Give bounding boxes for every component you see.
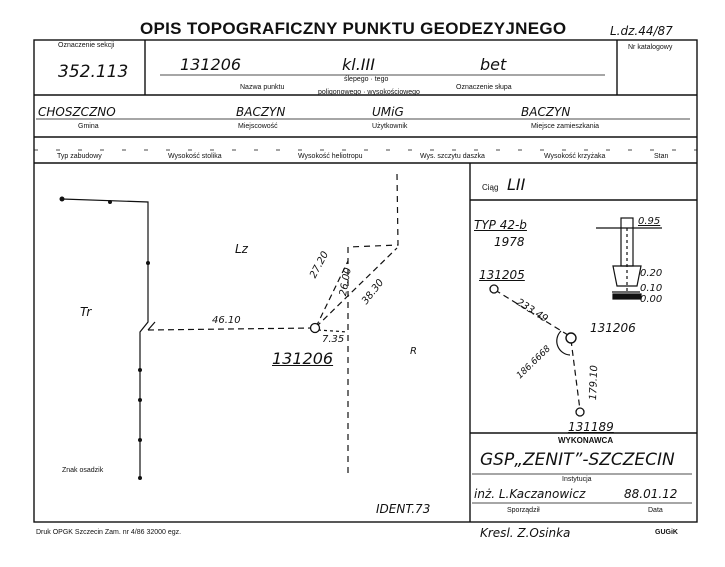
attr-label-condition: Stan [654, 153, 669, 160]
boundary-line-top [348, 174, 398, 247]
point-type-label-2: poligonowego · wysokościowego [318, 89, 420, 96]
print-note: Druk OPGK Szczecin Zam. nr 4/86 32000 egz. [36, 529, 182, 536]
date-value: 88.01.12 [624, 487, 678, 501]
attr-label-table-height: Wysokość stolika [168, 153, 222, 160]
measure-ray-left [148, 328, 312, 330]
contractor-value: GSP„ZENIT”-SZCZECIN [480, 450, 675, 470]
compiled-by-label: Sporządził [507, 507, 540, 514]
location-sketch [62, 174, 398, 478]
center-point-marker [566, 333, 576, 343]
distance-diagonal-3: 38.30 [360, 277, 387, 307]
depth-3: 0.00 [640, 294, 663, 305]
neighbor-point-1-marker [490, 285, 498, 293]
traverse-label: Ciąg [482, 183, 499, 192]
point-label: 131206 [272, 349, 334, 368]
distance-left: 46.10 [212, 315, 241, 326]
point-class-value: kl.III [342, 55, 375, 74]
angle-value: 186.6668 [515, 344, 553, 382]
depth-top: 0.95 [638, 216, 661, 227]
marker-label: Znak osadzik [62, 467, 104, 474]
neighbor-1-distance: 233.49 [514, 297, 550, 325]
contractor-label: WYKONAWCA [558, 436, 614, 445]
marker-year: 1978 [494, 235, 525, 249]
marker-type: TYP 42-b [474, 218, 527, 232]
gmina-label: Gmina [78, 123, 99, 130]
form-title: OPIS TOPOGRAFICZNY PUNKTU GEODEZYJNEGO [140, 19, 567, 38]
user-value: UMiG [372, 105, 404, 119]
attr-label-heliotrope-height: Wysokość heliotropu [298, 153, 363, 160]
attr-label-cross-height: Wysokość krzyżaka [544, 153, 606, 160]
compiled-by-value: inż. L.Kaczanowicz [474, 487, 586, 501]
fence-line [62, 199, 148, 478]
gmina-value: CHOSZCZNO [38, 105, 116, 119]
date-label: Data [648, 507, 663, 514]
ident-label: IDENT.73 [376, 502, 431, 516]
locality-label: Miejscowość [238, 123, 278, 130]
depth-2: 0.10 [640, 283, 663, 294]
post-label: Oznaczenie słupa [456, 84, 512, 91]
point-type-label-1: ślepego · tego [344, 76, 389, 83]
section-value: 352.113 [58, 62, 129, 82]
point-name-value: 131206 [180, 55, 242, 74]
corner-mark: GUGiK [655, 529, 678, 536]
neighbor-point-2: 131189 [568, 420, 614, 434]
residence-label: Miejsce zamieszkania [531, 123, 600, 130]
reference-number: L.dz.44/87 [610, 24, 673, 38]
traverse-value: LII [507, 175, 526, 194]
section-label: Oznaczenie sekcji [58, 42, 115, 49]
institution-label: Instytucja [562, 476, 592, 483]
locality-value: BACZYN [236, 105, 286, 119]
post-value: bet [480, 55, 507, 74]
residence-value: BACZYN [521, 105, 571, 119]
geodetic-point-marker [311, 324, 320, 333]
neighbor-2-distance: 179.10 [588, 365, 601, 401]
area-label-tr: Tr [80, 305, 92, 319]
attr-label-building: Typ zabudowy [57, 153, 102, 160]
area-label-r: R [410, 346, 417, 357]
center-point-label: 131206 [590, 321, 636, 335]
distance-diagonal-1: 27.20 [308, 249, 332, 281]
depth-1: 0.20 [640, 268, 663, 279]
drafter-label: Kresl. Z.Osinka [480, 526, 571, 540]
user-label: Użytkownik [372, 123, 408, 130]
distance-offset: 7.35 [322, 334, 345, 345]
catalog-label: Nr katalogowy [628, 44, 673, 51]
neighbor-point-2-marker [576, 408, 584, 416]
neighbor-point-1: 131205 [479, 268, 525, 282]
point-name-label: Nazwa punktu [240, 84, 285, 91]
distance-diagonal-2: 26.00 [338, 266, 354, 297]
area-label-lz: Lz [235, 242, 248, 256]
attr-label-roof-height: Wys. szczytu daszka [420, 153, 485, 160]
